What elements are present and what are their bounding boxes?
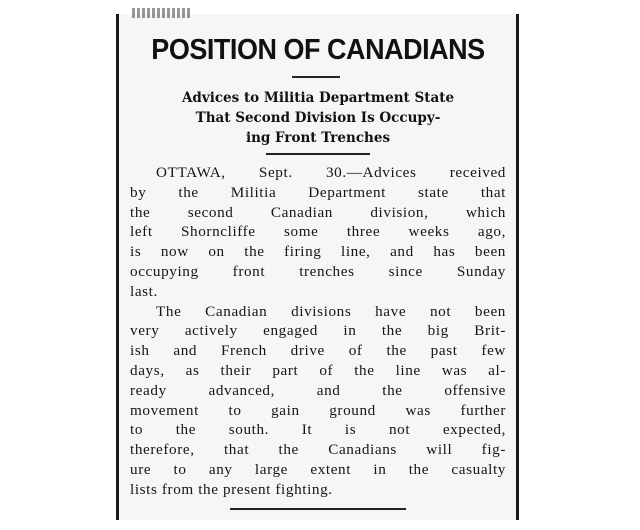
body-line: movement to gain ground was further bbox=[130, 401, 506, 419]
body-line: the second Canadian division, which bbox=[130, 203, 506, 221]
subhead-line: Advices to Militia Department State bbox=[181, 90, 455, 106]
body-line: is now on the firing line, and has been bbox=[130, 243, 506, 261]
subhead-divider bbox=[266, 153, 370, 155]
subhead-line: That Second Division Is Occupy- bbox=[195, 110, 441, 126]
body-line: ish and French drive of the past few bbox=[130, 342, 506, 360]
article-end-rule bbox=[230, 508, 406, 510]
column-rule-right bbox=[516, 14, 519, 520]
body-line: left Shorncliffe some three weeks ago, bbox=[130, 223, 506, 241]
paragraph-2 bbox=[130, 302, 506, 500]
cropped-text-fragment bbox=[132, 8, 192, 18]
body-line: ready advanced, and the offensive bbox=[130, 381, 506, 399]
body-line: very actively engaged in the big Brit- bbox=[130, 322, 506, 340]
column-rule-left bbox=[116, 14, 119, 520]
body-line: to the south. It is not expected, bbox=[130, 421, 506, 439]
body-line: therefore, that the Canadians will fig- bbox=[130, 441, 506, 459]
body-line: days, as their part of the line was al- bbox=[130, 361, 506, 379]
headline-divider bbox=[292, 76, 340, 78]
body-line: last. bbox=[130, 282, 158, 300]
headline: POSITION OF CANADIANS bbox=[151, 34, 485, 66]
body-line: by the Militia Department state that bbox=[130, 183, 506, 201]
article-body bbox=[130, 163, 506, 500]
paragraph-1 bbox=[130, 163, 506, 302]
body-line: OTTAWA, Sept. 30.—Advices received bbox=[156, 164, 506, 181]
body-line: lists from the present fighting. bbox=[130, 480, 333, 498]
body-line: occupying front trenches since Sunday bbox=[130, 262, 506, 280]
subhead-line: ing Front Trenches bbox=[245, 130, 391, 146]
subheadline bbox=[124, 88, 512, 148]
body-line: ure to any large extent in the casualty bbox=[130, 460, 506, 478]
body-line: The Canadian divisions have not been bbox=[156, 302, 506, 320]
